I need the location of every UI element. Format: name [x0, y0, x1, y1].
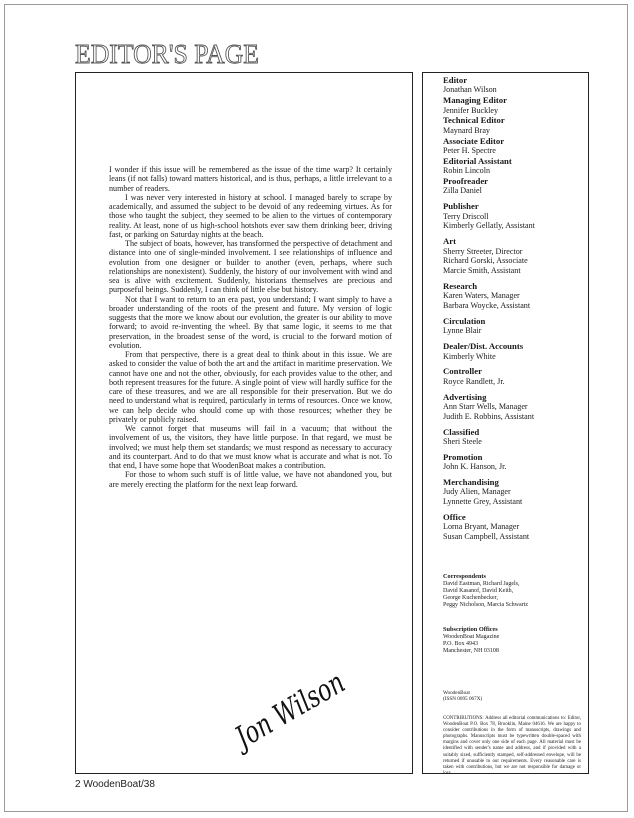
correspondent-line: David Eastman, Richard Jagels,: [443, 580, 520, 587]
staff-role: Promotion: [443, 451, 483, 462]
masthead-staff-column: [422, 72, 589, 774]
paragraph: From that perspective, there is a great deal to think about in this issue. We are asked to consider the value of both the art and the artifact in maritime preservation. We cannot have one and not the other, obviously, for each provides value to the other, and both represent treasures for the future. A single point of view will hardly suffice for the care of these treasures, and we are all responsible for their preservation. But we do need to understand what is required, particularly in terms of resources. Once we know, we can help decide who should come up with those resources; whether they be privately or publicly raised.: [109, 350, 392, 424]
staff-group: [443, 512, 585, 542]
staff-role: Advertising: [443, 391, 487, 402]
staff-role: Dealer/Dist. Accounts: [443, 341, 524, 352]
page-number: 2: [75, 779, 81, 790]
staff-name: Judith E. Robbins, Assistant: [443, 411, 535, 421]
correspondent-line: Peggy Nicholson, Marcia Schwartz: [443, 601, 528, 608]
staff-role: Proofreader: [443, 176, 489, 187]
staff-role: Associate Editor: [443, 135, 505, 146]
staff-name: Robin Lincoln: [443, 166, 490, 176]
signature-text: Jon Wilson: [229, 644, 387, 756]
staff-name: Ann Starr Wells, Manager: [443, 402, 528, 412]
publication-issue: WoodenBoat/38: [83, 779, 155, 790]
staff-name: Peter H. Spectre: [443, 146, 496, 156]
staff-name: Terry Driscoll: [443, 211, 489, 221]
staff-role: Controller: [443, 366, 482, 377]
staff-name: Zilla Daniel: [443, 186, 482, 196]
paragraph: Not that I want to return to an era past, you understand; I want simply to have a broader understanding of the roots of the present and future. My version of logic suggests that the more we know about our evolution, the greater is our ability to move forward; to avoid re-inventing the wheel. By that same logic, it seems to me that preservation, in the broadest sense of the word, is crucial to the forward motion of evolution.: [109, 294, 392, 350]
staff-name: Jonathan Wilson: [443, 85, 497, 95]
staff-role: Merchandising: [443, 477, 499, 488]
staff-role: Technical Editor: [443, 115, 505, 126]
staff-name: Sheri Steele: [443, 437, 482, 447]
subscription-line: WoodenBoat Magazine: [443, 633, 500, 640]
staff-group: [443, 281, 585, 311]
staff-group: [443, 115, 585, 135]
staff-group: [443, 176, 585, 196]
masthead: [74, 38, 274, 70]
staff-list: [443, 75, 585, 547]
correspondents-title: Correspondents: [443, 573, 486, 580]
editorial-column: [75, 72, 413, 774]
subscription-offices: [443, 626, 585, 655]
staff-role: Art: [443, 236, 457, 247]
staff-name: Lorna Bryant, Manager: [443, 522, 520, 532]
staff-group: [443, 341, 585, 361]
correspondent-line: David Kasanof, David Keith,: [443, 587, 514, 594]
staff-group: [443, 156, 585, 176]
staff-name: Maynard Bray: [443, 125, 490, 135]
correspondents: [443, 573, 585, 609]
paragraph: For those to whom such stuff is of little value, we have not abandoned you, but are merely erecting the platform for the next leap forward.: [109, 470, 392, 489]
staff-name: Karen Waters, Manager: [443, 291, 520, 301]
staff-name: John K. Hanson, Jr.: [443, 462, 507, 472]
staff-group: [443, 236, 585, 276]
staff-role: Research: [443, 281, 478, 292]
issn-block: [443, 690, 482, 703]
staff-name: Kimberly White: [443, 351, 496, 361]
staff-role: Circulation: [443, 316, 486, 327]
staff-name: Jennifer Buckley: [443, 105, 499, 115]
staff-name: Royce Randlett, Jr.: [443, 376, 505, 386]
subscription-title: Subscription Offices: [443, 626, 498, 633]
paragraph: I wonder if this issue will be remembered as the issue of the time warp? It certainly leans (if not falls) toward matters historical, and is thus, perhaps, a little irrelevant to a number of readers.: [109, 165, 392, 193]
staff-role: Editor: [443, 75, 468, 85]
staff-name: Kimberly Gellatly, Assistant: [443, 221, 535, 231]
staff-name: Judy Alien, Manager: [443, 487, 511, 497]
staff-group: [443, 427, 585, 447]
paragraph: I was never very interested in history at school. I managed barely to scrape by academically, and assumed the subject to be devoid of any redeeming virtues. As for those who taught the subject, they seemed to be alien to the virtues of contemporary reality. At least, none of us high-school hotshots ever saw them drinking beer, driving fast, or parking on Saturday nights at the beach.: [109, 192, 392, 239]
paragraph: The subject of boats, however, has transformed the perspective of detachment and distance into one of single-minded involvement. I see relationships of influence and evolution from one designer or builder to another (even, perhaps, where such relationships are nonexistent). Suddenly, the history of our involvement with wind and sea is alive with excitement. Suddenly, historians themselves are precious and purposeful beings. Suddenly, I can think of little else but history.: [109, 239, 392, 295]
staff-role: Office: [443, 512, 466, 523]
paragraph: We cannot forget that museums will fail in a vacuum; that without the involvement of us, the visitors, they have little purpose. In that regard, we must be involved; we must help them set standards; we must respond as necessary to accuracy and its counterpart. And to do that we must know what is accurate and what is not. To that end, I have some hope that WoodenBoat makes a contribution.: [109, 424, 392, 470]
staff-name: Lynne Blair: [443, 326, 482, 336]
staff-name: Richard Gorski, Associate: [443, 256, 528, 266]
signature: [216, 643, 387, 756]
staff-group: [443, 477, 585, 507]
staff-role: Editorial Assistant: [443, 155, 512, 166]
page-footer: [75, 779, 155, 790]
correspondent-line: George Kuchenbecker,: [443, 594, 498, 601]
contributions-notice: CONTRIBUTIONS: Address all editorial communications to: Editor, WoodenBoat P.O. Box 78, Brooklin, Maine 04616. We are happy to consider contributions in the form of manuscripts, drawings and photographs. Manuscripts must be typewritten double-spaced with margins and cover only one side of each page. All material must be identified with sender's name and address, and if provided with a suitably sized, sufficiently stamped, self-addressed envelope, will be returned if unusable to our requirements. Every reasonable care is taken with contributions, but we are not responsible for damage or loss.: [443, 716, 581, 776]
staff-group: [443, 136, 585, 156]
staff-group: [443, 316, 585, 336]
staff-group: [443, 392, 585, 422]
issn-number: (ISSN 0095 067X): [443, 696, 483, 703]
staff-group: [443, 95, 585, 115]
staff-group: [443, 201, 585, 231]
staff-name: Marcie Smith, Assistant: [443, 266, 521, 276]
staff-role: Managing Editor: [443, 95, 507, 106]
issn-name: WoodenBoat: [443, 690, 470, 696]
staff-name: Barbara Woycke, Assistant: [443, 301, 531, 311]
staff-role: Classified: [443, 426, 480, 437]
article-body: [109, 165, 392, 489]
staff-role: Publisher: [443, 201, 479, 212]
masthead-title: EDITOR'S PAGE: [75, 39, 259, 69]
subscription-line: Manchester, NH 03108: [443, 647, 499, 654]
staff-group: [443, 452, 585, 472]
staff-name: Susan Campbell, Assistant: [443, 532, 530, 542]
staff-group: [443, 366, 585, 386]
staff-name: Lynnette Grey, Assistant: [443, 497, 523, 507]
staff-name: Sherry Streeter, Director: [443, 246, 523, 256]
subscription-line: P.O. Box 4943: [443, 640, 479, 647]
staff-group: [443, 75, 585, 95]
